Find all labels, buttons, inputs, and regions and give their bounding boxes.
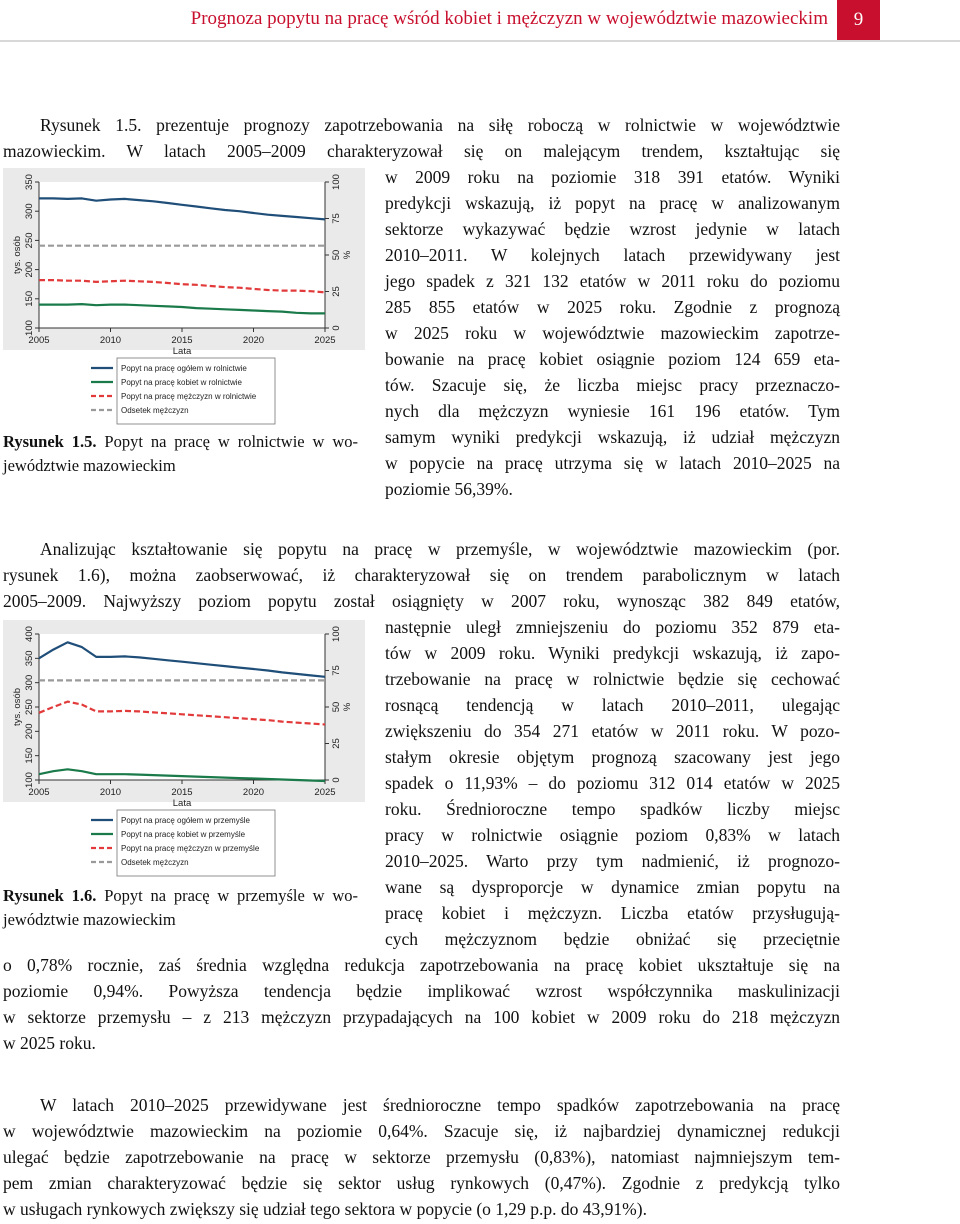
text-line: wane są dysproporcje w dynamice zmian popytu na: [385, 877, 840, 897]
text-line: stałym okresie objętym prognozą szacowany jest jego: [385, 747, 840, 767]
y-tick-label: 200: [24, 723, 35, 740]
y2-axis-label: %: [342, 702, 353, 712]
text-line: zwiększeniu do 354 271 etatów w 2011 roku. W pozo-: [385, 721, 840, 741]
x-tick-label: 2005: [28, 787, 50, 798]
y-tick-label: 300: [24, 203, 35, 220]
text-line: Analizując kształtowanie się popytu na pracę w przemyśle, w województwie mazowieckim (por.: [40, 539, 840, 559]
legend-item: Odsetek mężczyzn: [121, 406, 189, 415]
y-tick-label: 250: [24, 232, 35, 249]
figure-caption-line2: jewództwie mazowieckim: [3, 456, 176, 475]
text-line: jego spadek z 321 132 etatów w 2011 roku do poziomu: [385, 271, 840, 291]
text-line: tów w 2009 roku. Wyniki predykcji wskazują, iż zapo-: [385, 643, 840, 663]
y-tick-label: 150: [24, 290, 35, 307]
x-tick-label: 2010: [99, 335, 122, 346]
text-line: pem zmian charakteryzować będzie się sektor usług rynkowych (0,47%). Zgodnie z predykcją tylko: [3, 1173, 840, 1193]
y2-tick-label: 100: [331, 626, 342, 642]
text-line: predykcji wskazują, iż popyt na pracę w analizowanym: [385, 193, 840, 213]
y-tick-label: 150: [24, 747, 35, 764]
text-line: w województwie mazowieckim na poziomie 0,64%. Szacuje się, iż najbardziej dynamicznej redukcji: [3, 1121, 840, 1141]
text-line: ulegać będzie zapotrzebowanie na pracę w sektorze przemysłu (0,83%), natomiast najmniejszym tem-: [3, 1147, 840, 1167]
y2-tick-label: 0: [331, 325, 342, 331]
text-line: pracę kobiet i mężczyzn. Liczba etatów przysługują-: [385, 903, 840, 923]
text-line: 2010–2011. W kolejnych latach przewidywany jest: [385, 245, 840, 265]
text-line: poziomie 0,94%. Powyższa tendencja będzie implikować wzrost współczynnika maskulinizacji: [3, 981, 840, 1001]
legend-item: Odsetek mężczyzn: [121, 858, 189, 867]
text-line: mazowieckim. W latach 2005–2009 charakteryzował się on malejącym trendem, kształtując się: [3, 141, 840, 161]
figure-label: Rysunek 1.6.: [3, 886, 97, 905]
y-tick-label: 100: [24, 772, 35, 788]
figure-label: Rysunek 1.5.: [3, 432, 97, 451]
text-line: poziomie 56,39%.: [385, 479, 513, 499]
text-line: roku. Średnioroczne tempo spadków liczby miejsc: [385, 799, 840, 819]
text-line: 2010–2025. Warto przy tym nadmienić, iż prognozo-: [385, 851, 840, 871]
chart-agriculture-svg: [3, 168, 365, 430]
y-tick-label: 350: [24, 174, 35, 190]
text-line: 2005–2009. Najwyższy poziom popytu został osiągnięty w 2007 roku, wynosząc 382 849 etatów,: [3, 591, 840, 611]
figure-caption-text: Popyt na pracę w przemyśle w wo-: [96, 886, 358, 905]
text-line: w 2025 roku w województwie mazowieckim zapotrze-: [385, 323, 840, 343]
y-tick-label: 100: [24, 320, 35, 336]
y2-tick-label: 25: [331, 738, 342, 749]
figure-caption-line2: jewództwie mazowieckim: [3, 910, 176, 929]
text-line: 285 855 etatów w 2025 roku. Zgodnie z prognozą: [385, 297, 840, 317]
x-tick-label: 2020: [242, 335, 265, 346]
text-line: nych dla mężczyzn wyniesie 161 196 etatów. Tym: [385, 401, 840, 421]
text-line: rysunek 1.6), można zaobserwować, iż charakteryzował się on trendem parabolicznym w latach: [3, 565, 840, 585]
figure-caption-text: Popyt na pracę w rolnictwie w wo-: [96, 432, 358, 451]
text-line: sektorze wykazywać będzie wzrost jedynie w latach: [385, 219, 840, 239]
y2-tick-label: 75: [331, 213, 342, 224]
text-line: w sektorze przemysłu – z 213 mężczyzn przypadających na 100 kobiet w 2009 roku do 218 mężczyzn: [3, 1007, 840, 1027]
chart-agriculture: [3, 168, 365, 435]
page-number: 9: [837, 0, 880, 40]
text-line: następnie uległ zmniejszeniu do poziomu 352 879 eta-: [385, 617, 840, 637]
y-tick-label: 200: [24, 261, 35, 278]
y2-tick-label: 50: [331, 249, 342, 261]
y-tick-label: 300: [24, 674, 36, 691]
figure-caption: [3, 884, 358, 908]
x-tick-label: 2015: [171, 335, 193, 346]
text-line: pracy w rolnictwie osiągnie poziom 0,83% w latach: [385, 825, 840, 845]
x-tick-label: 2010: [99, 787, 122, 798]
text-line: w 2009 roku na poziomie 318 391 etatów. Wyniki: [385, 167, 840, 187]
y2-tick-label: 75: [331, 665, 342, 676]
text-line: bowanie na pracę kobiet osiągnie poziom 124 659 eta-: [385, 349, 840, 369]
x-tick-label: 2025: [314, 335, 336, 346]
text-line: cych mężczyznom będzie obniżać się przeciętnie: [385, 929, 840, 949]
y-axis-label: tys. osób: [12, 235, 23, 275]
text-line: Rysunek 1.5. prezentuje prognozy zapotrzebowania na siłę roboczą w rolnictwie w województwie: [40, 115, 840, 135]
text-line: spadek o 11,93% – do poziomu 312 014 etatów w 2025: [385, 773, 840, 793]
text-line: trzebowanie na pracę w rolnictwie będzie się cechować: [385, 669, 840, 689]
text-line: w popycie na pracę utrzyma się w latach 2010–2025 na: [385, 453, 840, 473]
text-line: W latach 2010–2025 przewidywane jest średnioroczne tempo spadków zapotrzebowania na pracę: [40, 1095, 840, 1115]
legend-item: Popyt na pracę kobiet w przemyśle: [121, 830, 246, 839]
legend-item: Popyt na pracę mężczyzn w przemyśle: [121, 844, 260, 853]
y2-tick-label: 100: [331, 174, 342, 190]
text-line: w 2025 roku.: [3, 1033, 96, 1053]
chart-industry-svg: [3, 620, 365, 882]
x-tick-label: 2015: [171, 787, 193, 798]
x-tick-label: 2020: [242, 787, 265, 798]
plot-area: [39, 634, 325, 780]
figure-caption: [3, 430, 358, 454]
y-tick-label: 400: [24, 626, 35, 642]
y2-tick-label: 0: [331, 777, 342, 783]
running-header: Prognoza popytu na pracę wśród kobiet i mężczyzn w województwie mazowieckim: [190, 8, 828, 29]
legend-item: Popyt na pracę mężczyzn w rolnictwie: [121, 392, 257, 401]
text-line: rosnącą tendencją w latach 2010–2011, ulegając: [385, 695, 840, 715]
text-line: samym wyniki predykcji wskazują, iż udział mężczyzn: [385, 427, 840, 447]
x-axis-label: Lata: [172, 798, 192, 809]
text-line: w usługach rynkowych zwiększy się udział tego sektora w popycie (o 1,29 p.p. do 43,91%).: [3, 1199, 647, 1219]
y-tick-label: 250: [24, 699, 35, 715]
legend-item: Popyt na pracę ogółem w przemyśle: [121, 816, 250, 825]
y2-tick-label: 50: [331, 701, 342, 713]
x-tick-label: 2005: [28, 335, 50, 346]
legend-item: Popyt na pracę kobiet w rolnictwie: [121, 378, 242, 387]
y2-tick-label: 25: [331, 286, 342, 297]
text-line: o 0,78% rocznie, zaś średnia względna redukcja zapotrzebowania na pracę kobiet ukształtuje się na: [3, 955, 840, 975]
text-line: tów. Szacuje się, że liczba miejsc pracy przeznaczo-: [385, 375, 840, 395]
legend-item: Popyt na pracę ogółem w rolnictwie: [121, 364, 247, 373]
header-rule: [0, 40, 960, 42]
x-tick-label: 2025: [314, 787, 336, 798]
y-tick-label: 350: [24, 650, 35, 667]
chart-industry: [3, 620, 365, 887]
y-axis-label: tys. osób: [12, 687, 23, 727]
y2-axis-label: %: [342, 250, 353, 260]
x-axis-label: Lata: [172, 346, 192, 357]
